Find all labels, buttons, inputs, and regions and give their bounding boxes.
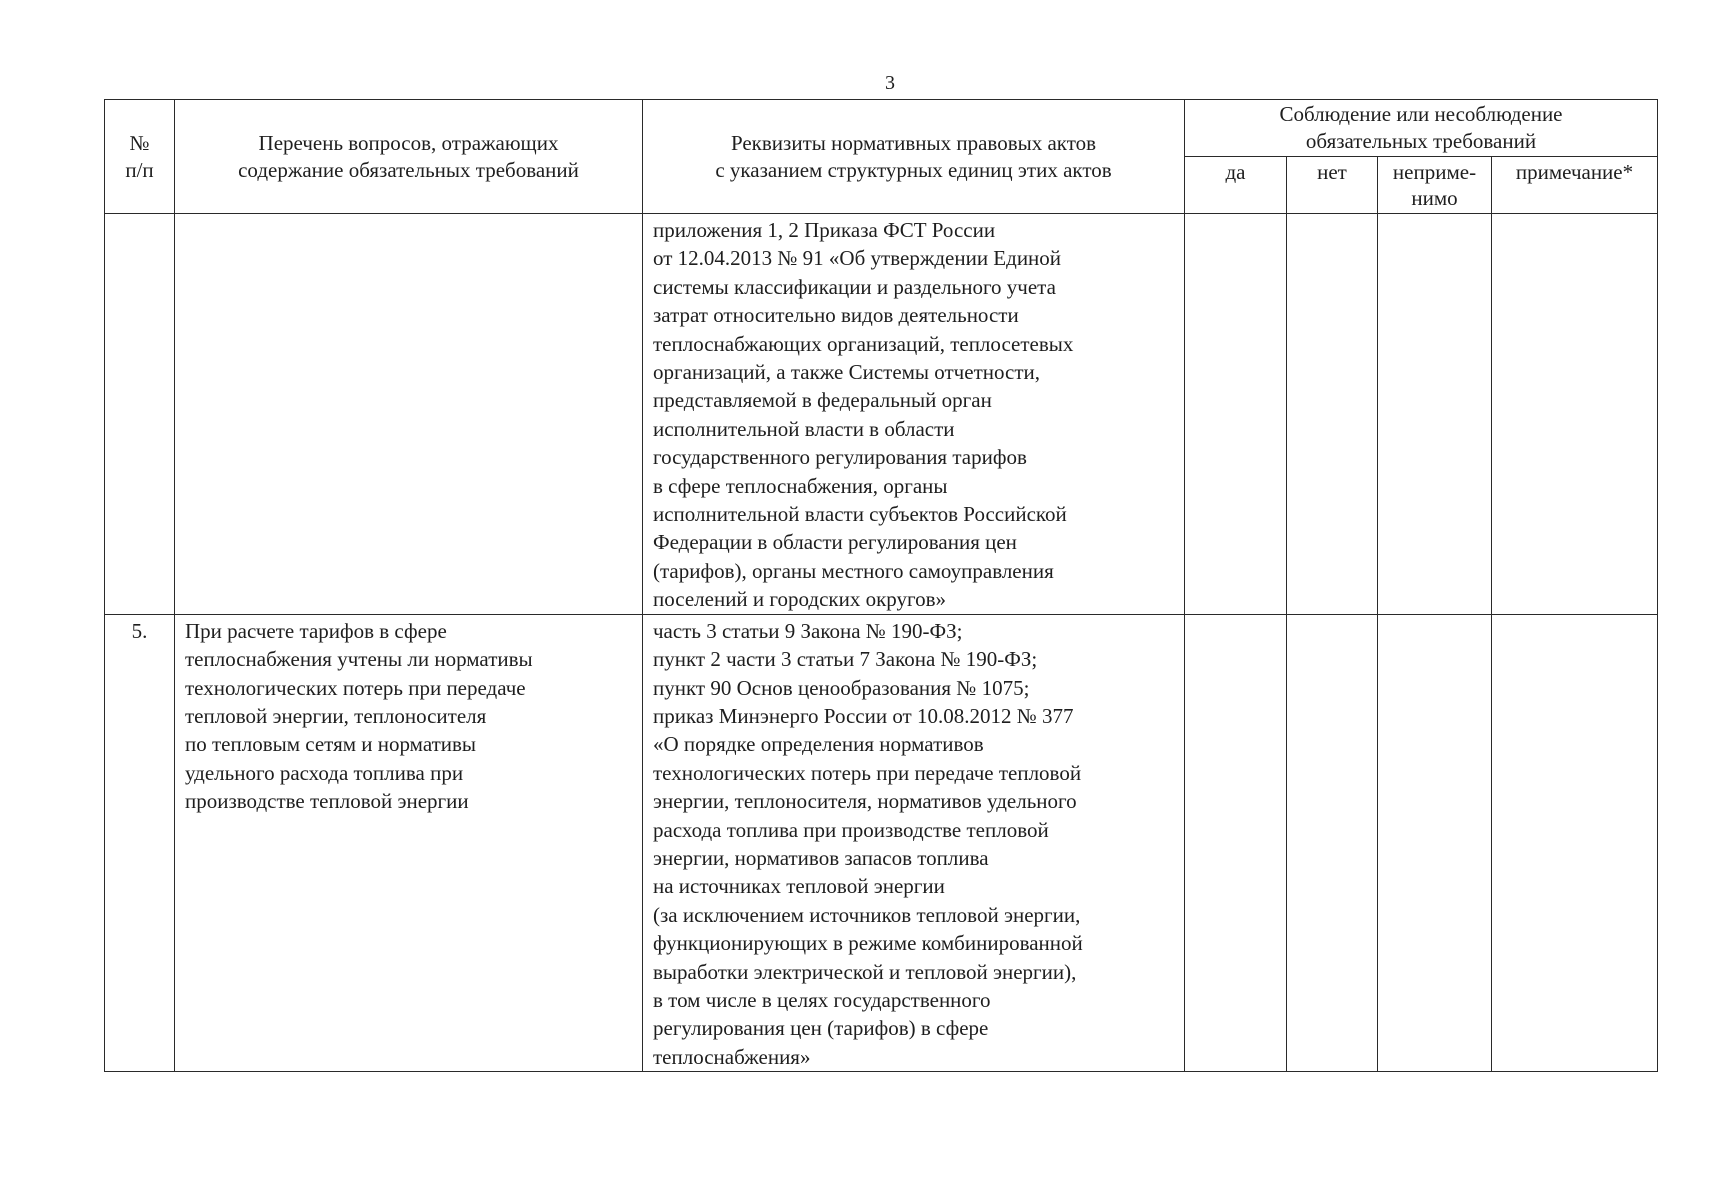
acts-line: от 12.04.2013 № 91 «Об утверждении Единой — [653, 246, 1062, 271]
table-row — [105, 214, 1658, 615]
row-no-cell — [1287, 614, 1378, 1072]
row-not-applicable-cell — [1378, 214, 1492, 615]
question-line: теплоснабжения учтены ли нормативы — [185, 647, 533, 672]
header-number-line-2: п/п — [125, 157, 154, 182]
header-acts-line-1: Реквизиты нормативных правовых актов — [730, 130, 1097, 155]
header-questions-line-1: Перечень вопросов, отражающих — [258, 130, 559, 155]
question-line: При расчете тарифов в сфере — [185, 618, 447, 643]
acts-line: теплоснабжающих организаций, теплосетевых — [653, 331, 1074, 356]
acts-line: «О порядке определения нормативов — [653, 732, 984, 757]
acts-line: исполнительной власти субъектов Российской — [653, 502, 1067, 527]
header-yes: да — [1185, 157, 1287, 214]
row-acts — [643, 214, 1185, 615]
row-question — [175, 614, 643, 1072]
acts-line: исполнительной власти в области — [653, 416, 955, 441]
row-note-cell — [1492, 214, 1658, 615]
acts-line: в сфере теплоснабжения, органы — [653, 473, 948, 498]
header-row — [105, 100, 1658, 157]
row-acts — [643, 614, 1185, 1072]
header-compliance-line-1: Соблюдение или несоблюдение — [1279, 102, 1563, 126]
header-note: примечание* — [1492, 157, 1658, 214]
acts-line: на источниках тепловой энергии — [653, 874, 945, 899]
row-note-cell — [1492, 614, 1658, 1072]
header-number — [105, 100, 175, 214]
acts-line: приказ Минэнерго России от 10.08.2012 № 377 — [653, 703, 1074, 728]
acts-line: технологических потерь при передаче тепловой — [653, 760, 1082, 785]
row-not-applicable-cell — [1378, 614, 1492, 1072]
header-acts — [643, 100, 1185, 214]
acts-line: пункт 90 Основ ценообразования № 1075; — [653, 675, 1030, 700]
acts-line: Федерации в области регулирования цен — [653, 530, 1017, 555]
acts-line: поселений и городских округов» — [653, 587, 947, 612]
header-questions-line-2: содержание обязательных требований — [238, 157, 579, 182]
header-not-applicable — [1378, 157, 1492, 214]
acts-line: (тарифов), органы местного самоуправления — [653, 558, 1054, 583]
acts-line: в том числе в целях государственного — [653, 987, 991, 1012]
header-compliance-line-2: обязательных требований — [1305, 129, 1537, 153]
acts-line: (за исключением источников тепловой энергии, — [653, 902, 1081, 927]
acts-line: выработки электрической и тепловой энергии), — [653, 959, 1077, 984]
question-line: технологических потерь при передаче — [185, 675, 526, 700]
acts-line: теплоснабжения» — [653, 1044, 811, 1069]
acts-line: расхода топлива при производстве тепловой — [653, 817, 1049, 842]
header-not-applicable-line-1: неприме- — [1392, 160, 1477, 184]
requirements-table — [104, 99, 1658, 1072]
row-number: 5. — [105, 614, 175, 1072]
row-yes-cell — [1185, 614, 1287, 1072]
acts-line: энергии, теплоносителя, нормативов удельного — [653, 789, 1077, 814]
acts-line: функционирующих в режиме комбинированной — [653, 931, 1083, 956]
row-yes-cell — [1185, 214, 1287, 615]
acts-line: представляемой в федеральный орган — [653, 388, 992, 413]
acts-line: регулирования цен (тарифов) в сфере — [653, 1016, 989, 1041]
header-no: нет — [1287, 157, 1378, 214]
header-number-line-1: № — [129, 130, 150, 155]
acts-line: приложения 1, 2 Приказа ФСТ России — [653, 218, 996, 242]
acts-line: часть 3 статьи 9 Закона № 190-ФЗ; — [653, 618, 963, 643]
acts-line: системы классификации и раздельного учета — [653, 274, 1056, 299]
table-row — [105, 614, 1658, 1072]
row-number — [105, 214, 175, 615]
acts-line: организаций, а также Системы отчетности, — [653, 360, 1040, 385]
page-number: 3 — [885, 72, 895, 94]
acts-line: затрат относительно видов деятельности — [653, 303, 1019, 328]
acts-line: пункт 2 части 3 статьи 7 Закона № 190-ФЗ; — [653, 647, 1038, 672]
acts-line: государственного регулирования тарифов — [653, 445, 1027, 470]
header-questions — [175, 100, 643, 214]
acts-line: энергии, нормативов запасов топлива — [653, 845, 989, 870]
question-line: по тепловым сетям и нормативы — [185, 732, 477, 757]
row-no-cell — [1287, 214, 1378, 615]
header-acts-line-2: с указанием структурных единиц этих актов — [715, 157, 1112, 182]
header-not-applicable-line-2: нимо — [1411, 186, 1458, 210]
question-line: удельного расхода топлива при — [185, 760, 464, 785]
header-compliance — [1185, 100, 1658, 157]
question-line: производстве тепловой энергии — [185, 789, 469, 814]
row-question — [175, 214, 643, 615]
question-line: тепловой энергии, теплоносителя — [185, 703, 487, 728]
